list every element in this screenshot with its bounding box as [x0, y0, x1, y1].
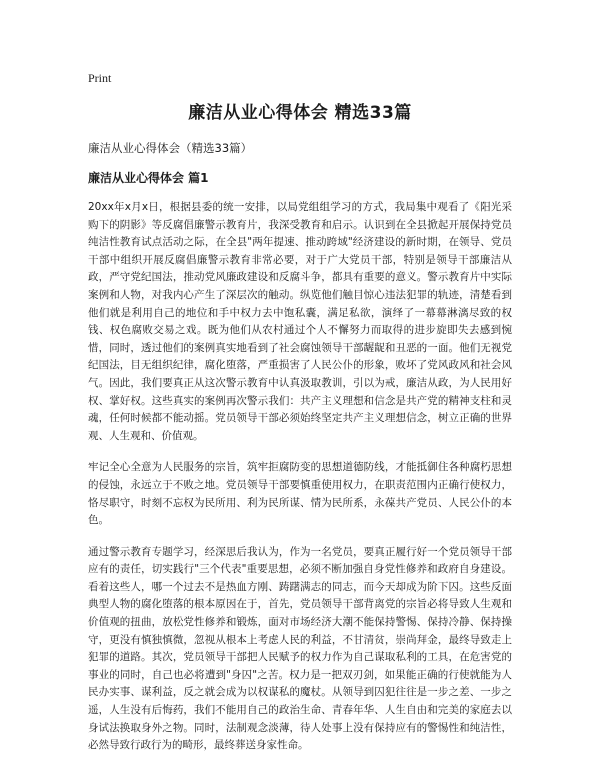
paragraph-1: 20xx年x月x日，根据县委的统一安排，以局党组组学习的方式，我局集中观看了《阳光采购下的阴影》等反腐倡廉警示教育片，我深受教育和启示。认识到在全县掀起开展保持党员纯洁性教育试点活动之际，在全县"两年提速、推动跨域"经济建设的新时期，在领导、党员干部中组织开展反腐倡廉警示教育非常必要，对于广大党员干部，特别是领导干部廉洁从政，严守党纪国法，推动党风廉政建设和反腐斗争，都具有重要的意义。警示教育片中实际案例和人物，对我内心产生了深层次的触动。纵览他们触目惊心违法犯罪的轨迹，清楚看到他们就是利用自己的地位和手中权力去中饱私囊，满足私欲，演绎了一幕幕淋漓尽致的权钱、权色腐败交易之戏。既为他们从农村通过个人不懈努力而取得的进步旋即失去感到惋惜，同时，透过他们的案例真实地看到了社会腐蚀领导干部龌龊和丑恶的一面。他们无视党纪国法，目无组织纪律，腐化堕落，严重损害了人民公仆的形象，败坏了党风政风和社会风气。因此，我们要真正从这次警示教育中认真汲取教训，引以为戒，廉洁从政，为人民用好权、掌好权。这些真实的案例再次警示我们：共产主义理想和信念是共产党的精神支柱和灵魂，任何时候都不能动摇。党员领导干部必须始终坚定共产主义理想信念，树立正确的世界观、人生观和、价值观。 — [88, 201, 512, 442]
document-title: 廉洁从业心得体会 精选33篇 — [188, 103, 412, 123]
print-link[interactable]: Print — [88, 71, 112, 85]
paragraph-3: 通过警示教育专题学习，经深思后我认为，作为一名党员，要真正履行好一个党员领导干部应有的责任，切实践行"三个代表"重要思想，必须不断加强自身党性修养和政府自身建设。看着这些人，哪一个过去不是热血方刚、踌躇满志的同志，而今天却成为阶下囚。这些反面典型人物的腐化堕落的根本原因在于，首先，党员领导干部背离党的宗旨必将导致人生观和价值观的扭曲，放松党性修养和锻炼，面对市场经济大潮不能保持警惕、保持冷静、保持操守，更没有慎独慎微，忽视从根本上考虑人民的利益，不甘清贫，崇尚拜金，最终导致走上犯罪的道路。其次，党员领导干部把人民赋予的权力作为自己谋取私利的工具，在危害党的事业的同时，自己也必将遭到"身囚"之苦。权力是一把双刃剑，如果能正确的行使就能为人民办实事、谋利益，反之就会成为以权谋私的魔杖。从领导到囚犯往往是一步之差、一步之遥，人生没有后悔药，我们不能用自己的政治生命、青春年华、人生自由和完美的家庭去以身试法换取身外之物。同时，法制观念淡薄，待人处事上没有保持应有的警惕性和纯洁性，必然导致行政行为的畸形，最终葬送身家性命。 — [88, 545, 512, 752]
document-subtitle: 廉洁从业心得体会（精选33篇） — [88, 141, 253, 155]
document-page — [88, 70, 512, 755]
section-heading: 廉洁从业心得体会 篇1 — [88, 171, 209, 185]
paragraph-2: 牢记全心全意为人民服务的宗旨，筑牢拒腐防变的思想道德防线，才能抵御住各种腐朽思想的侵蚀，永远立于不败之地。党员领导干部要慎重使用权力，在职责范围内正确行使权力，恪尽职守，时刻不忘权为民所用、利为民所谋、情为民所系，永葆共产党员、人民公仆的本色。 — [88, 461, 512, 527]
